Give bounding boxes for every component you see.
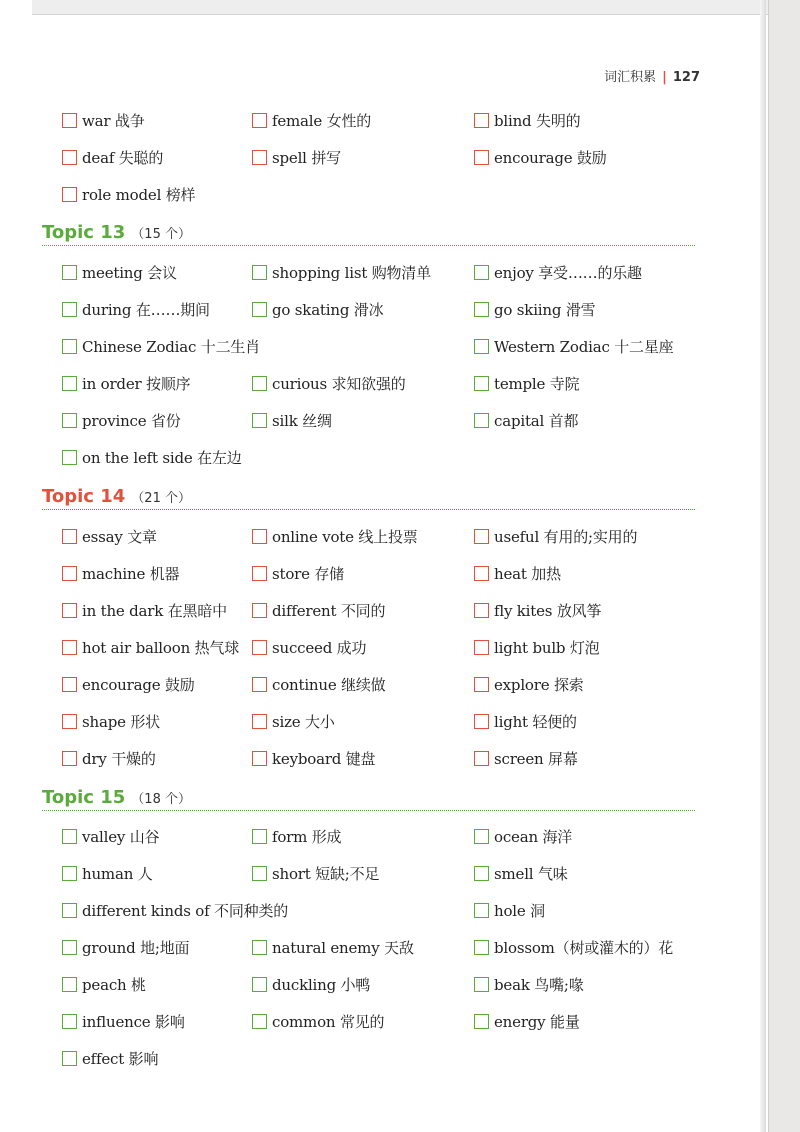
vocab-item[interactable]: [62, 335, 260, 357]
checkbox[interactable]: [474, 866, 489, 881]
vocab-text: succeed 成功: [272, 638, 367, 657]
page-edge: [760, 0, 766, 1132]
vocab-item[interactable]: [474, 298, 595, 320]
vocab-text: encourage 鼓励: [82, 675, 195, 694]
vocab-text: female 女性的: [272, 111, 372, 130]
vocab-text: deaf 失聪的: [82, 148, 164, 167]
topic-title: Topic 14: [42, 486, 126, 507]
vocab-text: keyboard 键盘: [272, 749, 376, 768]
vocab-item[interactable]: [474, 525, 637, 547]
vocab-text: screen 屏幕: [494, 749, 578, 768]
vocab-text: short 短缺;不足: [272, 864, 380, 883]
vocab-item[interactable]: [252, 409, 332, 431]
vocab-item[interactable]: [252, 599, 385, 621]
vocab-text: silk 丝绸: [272, 411, 332, 430]
checkbox[interactable]: [252, 529, 267, 544]
checkbox[interactable]: [252, 940, 267, 955]
checkbox[interactable]: [474, 339, 489, 354]
checkbox[interactable]: [474, 529, 489, 544]
checkbox[interactable]: [474, 603, 489, 618]
vocab-item[interactable]: [62, 936, 189, 958]
vocab-text: store 存储: [272, 564, 344, 583]
vocab-text: curious 求知欲强的: [272, 374, 406, 393]
vocab-item[interactable]: [252, 1010, 384, 1032]
topic-divider: [42, 810, 695, 811]
vocab-item[interactable]: [62, 710, 160, 732]
checkbox[interactable]: [474, 265, 489, 280]
topic-heading-14: [42, 486, 191, 507]
vocab-item[interactable]: [474, 146, 607, 168]
vocab-text: in the dark 在黑暗中: [82, 601, 227, 620]
vocab-item[interactable]: [474, 936, 673, 958]
vocab-text: hot air balloon 热气球: [82, 638, 239, 657]
vocab-text: light bulb 灯泡: [494, 638, 600, 657]
checkbox[interactable]: [252, 640, 267, 655]
vocab-item[interactable]: [62, 825, 159, 847]
vocab-text: form 形成: [272, 827, 342, 846]
checkbox[interactable]: [474, 714, 489, 729]
checkbox[interactable]: [474, 113, 489, 128]
vocab-text: blossom（树或灌木的）花: [494, 938, 674, 957]
vocab-text: Western Zodiac 十二星座: [494, 337, 674, 356]
vocab-item[interactable]: [252, 673, 385, 695]
vocab-text: shape 形状: [82, 712, 160, 731]
vocab-text: effect 影响: [82, 1049, 159, 1068]
vocab-text: capital 首都: [494, 411, 579, 430]
vocab-text: in order 按顺序: [82, 374, 191, 393]
vocab-item[interactable]: [62, 636, 239, 658]
vocab-item[interactable]: [62, 862, 153, 884]
vocab-item[interactable]: [252, 562, 344, 584]
vocab-item[interactable]: [252, 636, 366, 658]
vocab-item[interactable]: [252, 525, 418, 547]
vocab-text: size 大小: [272, 712, 335, 731]
checkbox[interactable]: [252, 302, 267, 317]
vocab-text: go skating 滑冰: [272, 300, 384, 319]
vocab-text: dry 干燥的: [82, 749, 156, 768]
vocab-text: duckling 小鸭: [272, 975, 371, 994]
vocab-text: light 轻便的: [494, 712, 577, 731]
vocab-text: ground 地;地面: [82, 938, 190, 957]
checkbox[interactable]: [62, 977, 77, 992]
vocab-item[interactable]: [252, 825, 341, 847]
vocab-item[interactable]: [474, 636, 599, 658]
vocab-item[interactable]: [252, 146, 341, 168]
vocab-text: Chinese Zodiac 十二生肖: [82, 337, 260, 356]
checkbox[interactable]: [252, 265, 267, 280]
checkbox[interactable]: [474, 903, 489, 918]
vocab-item[interactable]: [474, 899, 545, 921]
vocab-item[interactable]: [474, 673, 584, 695]
checkbox[interactable]: [62, 450, 77, 465]
vocab-text: essay 文章: [82, 527, 157, 546]
vocab-item[interactable]: [474, 747, 578, 769]
checkbox[interactable]: [62, 529, 77, 544]
vocab-item[interactable]: [62, 973, 146, 995]
vocab-item[interactable]: [252, 862, 379, 884]
vocab-item[interactable]: [474, 599, 601, 621]
vocab-text: valley 山谷: [82, 827, 160, 846]
vocab-text: smell 气味: [494, 864, 568, 883]
checkbox[interactable]: [474, 150, 489, 165]
topic-title: Topic 13: [42, 222, 126, 243]
vocab-item[interactable]: [62, 599, 227, 621]
vocab-item[interactable]: [62, 525, 157, 547]
vocab-text: on the left side 在左边: [82, 448, 242, 467]
vocab-text: role model 榜样: [82, 185, 196, 204]
vocab-item[interactable]: [474, 372, 579, 394]
vocab-text: encourage 鼓励: [494, 148, 607, 167]
checkbox[interactable]: [474, 566, 489, 581]
checkbox[interactable]: [62, 265, 77, 280]
topic-count: （15 个）: [131, 227, 191, 242]
vocab-item[interactable]: [252, 710, 335, 732]
checkbox[interactable]: [474, 977, 489, 992]
checkbox[interactable]: [474, 829, 489, 844]
vocab-text: influence 影响: [82, 1012, 185, 1031]
checkbox[interactable]: [62, 302, 77, 317]
checkbox[interactable]: [252, 603, 267, 618]
vocab-text: explore 探索: [494, 675, 584, 694]
topic-count: （21 个）: [131, 491, 191, 506]
vocab-text: heat 加热: [494, 564, 561, 583]
vocab-item[interactable]: [474, 862, 568, 884]
checkbox[interactable]: [474, 376, 489, 391]
vocab-text: meeting 会议: [82, 263, 177, 282]
vocab-item[interactable]: [474, 409, 578, 431]
checkbox[interactable]: [62, 677, 77, 692]
checkbox[interactable]: [474, 640, 489, 655]
checkbox[interactable]: [62, 376, 77, 391]
checkbox[interactable]: [62, 566, 77, 581]
page-number: 127: [672, 70, 700, 85]
checkbox[interactable]: [252, 413, 267, 428]
vocab-text: continue 继续做: [272, 675, 386, 694]
vocab-text: different kinds of 不同种类的: [82, 901, 289, 920]
vocab-item[interactable]: [62, 899, 288, 921]
checkbox[interactable]: [62, 714, 77, 729]
vocab-item[interactable]: [474, 973, 584, 995]
checkbox[interactable]: [62, 751, 77, 766]
vocab-item[interactable]: [62, 146, 163, 168]
vocab-text: online vote 线上投票: [272, 527, 418, 546]
vocab-item[interactable]: [252, 372, 406, 394]
checkbox[interactable]: [62, 640, 77, 655]
header-separator: |: [662, 70, 667, 85]
vocab-item[interactable]: [62, 446, 242, 468]
vocab-item[interactable]: [474, 825, 572, 847]
vocab-item[interactable]: [62, 298, 210, 320]
vocab-item[interactable]: [474, 710, 577, 732]
checkbox[interactable]: [252, 866, 267, 881]
vocab-item[interactable]: [62, 562, 179, 584]
top-border: [32, 0, 768, 15]
vocab-text: hole 洞: [494, 901, 545, 920]
checkbox[interactable]: [62, 603, 77, 618]
vocab-item[interactable]: [62, 747, 156, 769]
vocab-item[interactable]: [62, 673, 195, 695]
checkbox[interactable]: [62, 940, 77, 955]
vocab-item[interactable]: [474, 1010, 580, 1032]
checkbox[interactable]: [252, 566, 267, 581]
vocab-item[interactable]: [62, 261, 177, 283]
checkbox[interactable]: [62, 1014, 77, 1029]
checkbox[interactable]: [252, 1014, 267, 1029]
vocab-text: human 人: [82, 864, 153, 883]
topic-heading-13: [42, 222, 191, 243]
vocab-text: energy 能量: [494, 1012, 580, 1031]
topic-title: Topic 15: [42, 787, 126, 808]
checkbox[interactable]: [474, 751, 489, 766]
vocab-item[interactable]: [474, 261, 642, 283]
vocab-item[interactable]: [474, 109, 580, 131]
vocab-text: temple 寺院: [494, 374, 580, 393]
vocab-item[interactable]: [252, 936, 414, 958]
topic-heading-15: [42, 787, 191, 808]
checkbox[interactable]: [62, 339, 77, 354]
vocab-text: useful 有用的;实用的: [494, 527, 638, 546]
checkbox[interactable]: [474, 302, 489, 317]
vocab-item[interactable]: [62, 1047, 158, 1069]
vocab-text: during 在……期间: [82, 300, 210, 319]
vocab-text: war 战争: [82, 111, 145, 130]
checkbox[interactable]: [474, 677, 489, 692]
topic-divider: [42, 245, 695, 246]
checkbox[interactable]: [474, 1014, 489, 1029]
vocab-text: ocean 海洋: [494, 827, 573, 846]
vocab-text: blind 失明的: [494, 111, 581, 130]
checkbox[interactable]: [62, 113, 77, 128]
checkbox[interactable]: [252, 677, 267, 692]
checkbox[interactable]: [62, 829, 77, 844]
vocab-text: common 常见的: [272, 1012, 385, 1031]
topic-count: （18 个）: [131, 792, 191, 807]
vocab-item[interactable]: [474, 335, 673, 357]
vocab-text: shopping list 购物清单: [272, 263, 431, 282]
vocab-item[interactable]: [252, 261, 431, 283]
vocab-text: province 省份: [82, 411, 181, 430]
checkbox[interactable]: [474, 413, 489, 428]
vocab-item[interactable]: [252, 109, 371, 131]
checkbox[interactable]: [252, 977, 267, 992]
vocab-item[interactable]: [252, 747, 375, 769]
vocab-text: spell 拼写: [272, 148, 341, 167]
vocab-text: go skiing 滑雪: [494, 300, 596, 319]
vocab-text: fly kites 放风筝: [494, 601, 602, 620]
checkbox[interactable]: [252, 376, 267, 391]
checkbox[interactable]: [474, 940, 489, 955]
checkbox[interactable]: [62, 903, 77, 918]
vocab-item[interactable]: [252, 973, 370, 995]
vocab-item[interactable]: [62, 109, 145, 131]
section-title: 词汇积累: [604, 70, 657, 85]
checkbox[interactable]: [62, 150, 77, 165]
checkbox[interactable]: [252, 714, 267, 729]
vocab-text: enjoy 享受……的乐趣: [494, 263, 642, 282]
checkbox[interactable]: [62, 413, 77, 428]
checkbox[interactable]: [62, 866, 77, 881]
vocab-item[interactable]: [62, 372, 190, 394]
vocab-text: different 不同的: [272, 601, 386, 620]
vocab-text: beak 鸟嘴;喙: [494, 975, 584, 994]
topic-divider: [42, 509, 695, 510]
vocab-item[interactable]: [474, 562, 561, 584]
vocab-text: peach 桃: [82, 975, 146, 994]
checkbox[interactable]: [252, 150, 267, 165]
checkbox[interactable]: [252, 751, 267, 766]
checkbox[interactable]: [252, 113, 267, 128]
checkbox[interactable]: [62, 187, 77, 202]
vocab-item[interactable]: [62, 409, 181, 431]
vocab-item[interactable]: [62, 183, 195, 205]
checkbox[interactable]: [252, 829, 267, 844]
checkbox[interactable]: [62, 1051, 77, 1066]
running-head: [560, 66, 700, 85]
vocab-text: natural enemy 天敌: [272, 938, 414, 957]
vocab-item[interactable]: [62, 1010, 185, 1032]
vocab-text: machine 机器: [82, 564, 180, 583]
vocab-item[interactable]: [252, 298, 383, 320]
